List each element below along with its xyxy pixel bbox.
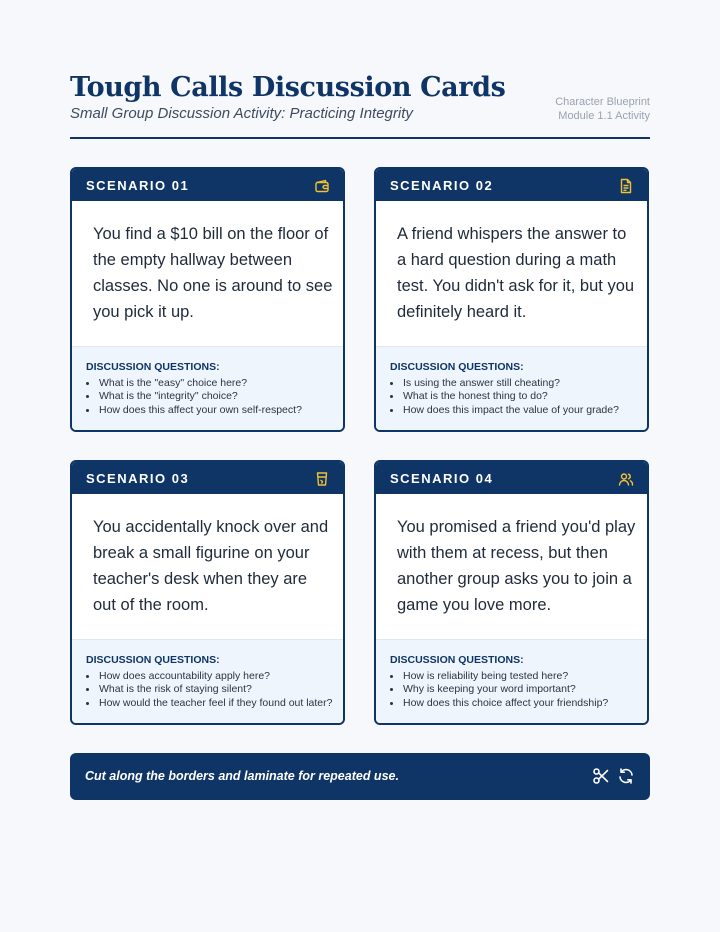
- card-label: SCENARIO 03: [86, 471, 190, 486]
- question-list: [390, 377, 642, 417]
- card-label: SCENARIO 01: [86, 178, 190, 193]
- page-header: [70, 70, 650, 140]
- scenario-text: A friend whispers the answer to a hard question during a math test. You didn't ask for it, but you definitely heard it.: [397, 225, 635, 321]
- users-icon: [618, 471, 634, 487]
- discussion-title: DISCUSSION QUESTIONS:: [86, 361, 220, 373]
- question-item: • What is the risk of staying silent?: [86, 683, 338, 696]
- scenario-text: You promised a friend you'd play with them at recess, but then another group asks you to join a game you love more.: [397, 518, 636, 614]
- card-label: SCENARIO 04: [390, 471, 494, 486]
- question-item: • How does this choice affect your friendship?: [390, 697, 642, 710]
- question-item: • How would the teacher feel if they found out later?: [86, 697, 338, 710]
- question-list: [86, 670, 338, 710]
- discussion-panel: [72, 346, 343, 432]
- scenario-card-04: [374, 460, 649, 725]
- question-item: • How is reliability being tested here?: [390, 670, 642, 683]
- discussion-title: DISCUSSION QUESTIONS:: [86, 654, 220, 666]
- page-title: Tough Calls Discussion Cards: [70, 72, 506, 103]
- question-item: • Why is keeping your word important?: [390, 683, 642, 696]
- activity-sheet: [70, 0, 650, 932]
- scenario-card-03: [70, 460, 345, 725]
- broken-cup-icon: [314, 471, 330, 487]
- question-item: • How does this affect your own self-respect?: [86, 404, 338, 417]
- discussion-title: DISCUSSION QUESTIONS:: [390, 361, 524, 373]
- card-label: SCENARIO 02: [390, 178, 494, 193]
- instructions-text: Cut along the borders and laminate for repeated use.: [85, 769, 399, 783]
- header-divider: [70, 137, 650, 139]
- meta-course: Character Blueprint: [555, 96, 650, 108]
- question-item: • Is using the answer still cheating?: [390, 377, 642, 390]
- question-item: • How does this impact the value of your grade?: [390, 404, 642, 417]
- question-item: • What is the honest thing to do?: [390, 390, 642, 403]
- discussion-panel: [376, 346, 647, 432]
- card-header: [72, 169, 343, 201]
- page-subtitle: Small Group Discussion Activity: Practicing Integrity: [70, 105, 413, 122]
- scenario-text: You find a $10 bill on the floor of the empty hallway between classes. No one is around to see you pick it up.: [93, 225, 333, 321]
- meta-module: Module 1.1 Activity: [558, 110, 650, 122]
- discussion-panel: [376, 639, 647, 725]
- module-meta: [555, 95, 650, 123]
- scissors-icon: [592, 767, 610, 785]
- wallet-icon: [314, 178, 330, 194]
- instructions-banner: [70, 753, 650, 800]
- card-header: [376, 462, 647, 494]
- scenario-card-01: [70, 167, 345, 432]
- question-item: • How does accountability apply here?: [86, 670, 338, 683]
- refresh-icon: [617, 767, 635, 785]
- document-icon: [618, 178, 634, 194]
- question-item: • What is the "integrity" choice?: [86, 390, 338, 403]
- card-header: [72, 462, 343, 494]
- question-item: • What is the "easy" choice here?: [86, 377, 338, 390]
- scenario-card-02: [374, 167, 649, 432]
- question-list: [86, 377, 338, 417]
- card-header: [376, 169, 647, 201]
- question-list: [390, 670, 642, 710]
- discussion-title: DISCUSSION QUESTIONS:: [390, 654, 524, 666]
- scenario-text: You accidentally knock over and break a small figurine on your teacher's desk when they are out of the room.: [93, 518, 329, 614]
- discussion-panel: [72, 639, 343, 725]
